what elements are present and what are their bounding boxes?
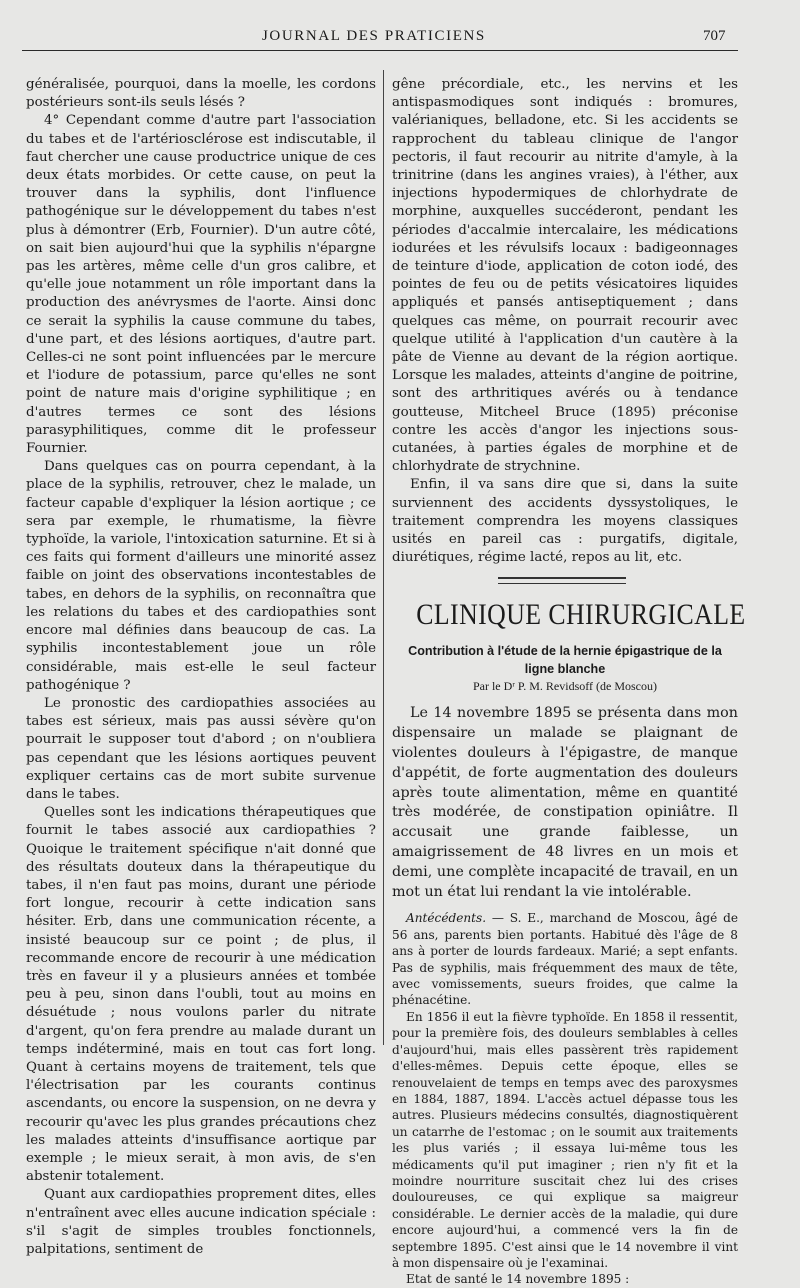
article-intro-block xyxy=(392,704,738,902)
paragraph: gêne précordiale, etc., les nervins et les antispasmodiques sont indiqués : bromures, valérianiques, belladone, etc. Si les accidents se rapprochent du tableau clinique de l'angor pectoris, il faut recourir au nitrite d'amyle, à la trinitrine (dans les angines vraies), à l'éther, aux injections hypodermiques de chlorhydrate de morphine, auxquelles succéderont, pendant les périodes d'accalmie intercalaire, les médications iodurées et les révulsifs locaux : badigeonnages de teinture d'iode, application de coton iodé, des pointes de feu ou de petits vésicatoires liquides appliqués et pansés antiseptiquement ; dans quelques cas même, on pourrait recourir avec quelque utilité à l'application d'un cautère à la pâte de Vienne au devant de la région aortique. Lorsque les malades, atteints d'angine de poitrine, sont des arthritiques avérés ou à tendance goutteuse, Mitcheel Bruce (1895) préconise contre les accès d'angor les injections sous-cutanées, à parties égales de morphine et de chlorhydrate de strychnine. xyxy=(392,77,738,475)
article-intro: Le 14 novembre 1895 se présenta dans mon dispensaire un malade se plaignant de violentes douleurs à l'épigastre, de manque d'appétit, de forte augmentation des douleurs après toute alimentation, même en quantité très modérée, de constipation opiniâtre. Il accusait une grande faiblesse, un amaigrissement de 48 livres en un mois et demi, une complète incapacité de travail, en un mot un état lui rendant la vie intolérable. xyxy=(392,705,738,900)
header-rule xyxy=(22,50,738,51)
right-column xyxy=(392,76,746,1288)
paragraph: 4° Cependant comme d'autre part l'association du tabes et de l'artériosclérose est indiscutable, il faut chercher une cause productrice unique de ces deux états morbides. Or cette cause, on peut la trouver dans la syphilis, dont l'influence pathogénique sur le développement du tabes n'est plus à démontrer (Erb, Fournier). D'un autre côté, on sait bien aujourd'hui que la syphilis n'épargne pas les artères, même celle d'un gros calibre, et qu'elle joue notamment un rôle important dans la production des anévrysmes de l'aorte. Ainsi donc ce serait la syphilis la cause commune du tabes, d'une part, et des lésions aortiques, d'autre part. Celles-ci ne sont point influencées par le mercure et l'iodure de potassium, parce qu'elles ne sont point de nature mais d'origine syphilitique ; en d'autres termes ce sont des lésions parasyphilitiques, comme dit le professeur Fournier. xyxy=(26,113,376,457)
column-divider xyxy=(383,70,384,1045)
paragraph: Quant aux cardiopathies proprement dites, elles n'entraînent avec elles aucune indication spéciale : s'il s'agit de simples troubles fonctionnels, palpitations, sentiment de xyxy=(26,1187,376,1257)
status-line: Etat de santé le 14 novembre 1895 : xyxy=(406,1272,630,1287)
paragraph: Le pronostic des cardiopathies associées au tabes est sérieux, mais pas aussi sévère qu'on pourrait le supposer tout d'abord ; on n'oubliera pas cependant que les lésions aortiques peuvent expliquer certains cas de mort subite survenue dans le tabes. xyxy=(26,695,376,802)
section-separator xyxy=(498,577,626,584)
history-paragraph: En 1856 il eut la fièvre typhoïde. En 1858 il ressentit, pour la première fois, des douleurs semblables à celles d'aujourd'hui, mais elles passèrent très rapidement d'elles-mêmes. Depuis cette époque, elles se renouvelaient de temps en temps avec des paroxysmes en 1884, 1887, 1894. L'accès actuel dépasse tous les autres. Plusieurs médecins consultés, diagnostiquèrent un catarrhe de l'estomac ; on le soumit aux traitements les plus variés ; il essaya lui-même tous les médicaments qu'il put imaginer ; rien n'y fit et la moindre nourriture suscitait chez lui des crises douloureuses, ce qui explique sa maigreur considérable. Le dernier accès de la maladie, qui dure encore aujourd'hui, a commencé vers la fin de septembre 1895. C'est ainsi que le 14 novembre il vint à mon dispensaire où je l'examinai. xyxy=(392,1009,738,1270)
running-title: JOURNAL DES PRATICIENS xyxy=(262,28,486,44)
antecedents-paragraph xyxy=(392,910,738,1008)
paragraph: généralisée, pourquoi, dans la moelle, les cordons postérieurs sont-ils seuls lésés ? xyxy=(26,77,376,111)
article-title: Contribution à l'étude de la hernie épigastrique de la ligne blanche xyxy=(408,644,722,677)
page-header xyxy=(0,0,800,44)
antecedents-label: Antécédents. xyxy=(406,911,487,926)
article-byline: Par le Dʳ P. M. Revidsoff (de Moscou) xyxy=(472,679,658,694)
left-column xyxy=(26,76,376,1259)
antecedents-text: — S. E., marchand de Moscou, âgé de 56 ans, parents bien portants. Habitué dès l'âge de 8 ans à porter de lourds fardeaux. Marié; a sept enfants. Pas de syphilis, mais fréquemment des maux de tête, avec vomissements, sueurs froides, que calme la phénacétine. xyxy=(392,911,738,1008)
paragraph: Quelles sont les indications thérapeutiques que fournit le tabes associé aux cardiopathies ? Quoique le traitement spécifique n'ait donné que des résultats douteux dans la thérapeutique du tabes, il n'en faut pas moins, durant une période fort longue, recourir à cette indication sans hésiter. Erb, dans une communication récente, a insisté beaucoup sur ce point ; de plus, il recommande encore de recourir à une médication très en faveur il y a plusieurs années et tombée peu à peu, sinon dans l'oubli, tout au moins en désuétude ; nous voulons parler du nitrate d'argent, qu'on fera prendre au malade durant un temps indéterminé, mais en tout cas fort long. Quant à certains moyens de traitement, tels que l'électrisation par les courants continus ascendants, ou encore la suspension, on ne devra y recourir qu'avec les plus grandes précautions chez les malades atteints d'insuffisance aortique par exemple ; le mieux serait, à mon avis, de s'en abstenir totalement. xyxy=(26,805,376,1185)
section-title: CLINIQUE CHIRURGICALE xyxy=(416,598,746,632)
paragraph: Enfin, il va sans dire que si, dans la suite surviennent des accidents dyssystoliques, le traitement comprendra les moyens classiques usités en pareil cas : purgatifs, digitale, diurétiques, régime lacté, repos au lit, etc. xyxy=(392,477,738,566)
paragraph: Dans quelques cas on pourra cependant, à la place de la syphilis, retrouver, chez le malade, un facteur capable d'expliquer la lésion aortique ; ce sera par exemple, le rhumatisme, la fièvre typhoïde, la variole, l'intoxication saturnine. Et si à ces faits qui forment d'ailleurs une minorité assez faible on joint des observations incontestables de tabes, en dehors de la syphilis, on reconnaîtra que les relations du tabes et des cardiopathies sont encore mal définies dans beaucoup de cas. La syphilis incontestablement joue un rôle considérable, mais est-elle le seul facteur pathogénique ? xyxy=(26,459,376,693)
article-case-block xyxy=(392,910,738,1287)
page-number: 707 xyxy=(703,28,726,44)
